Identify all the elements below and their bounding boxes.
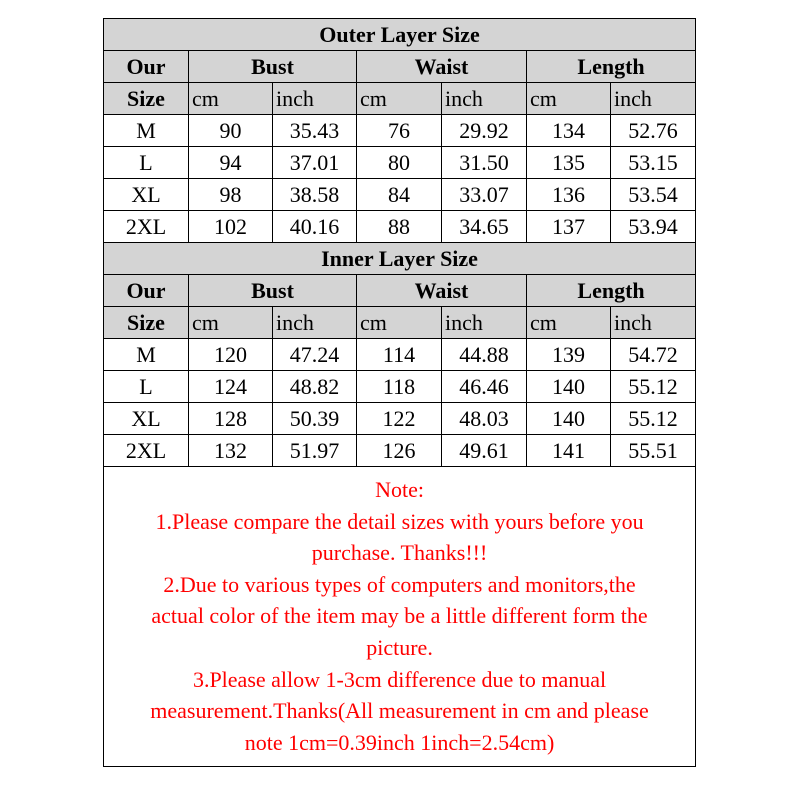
table-cell: 54.72 <box>611 339 696 371</box>
table-row <box>104 371 696 403</box>
unit-label: cm <box>357 307 442 339</box>
note-line: picture. <box>366 634 433 660</box>
note-line: note 1cm=0.39inch 1inch=2.54cm) <box>244 729 555 755</box>
table-cell: 80 <box>357 147 442 179</box>
table-cell: 140 <box>527 403 611 435</box>
table-cell: 137 <box>527 211 611 243</box>
table-cell: 76 <box>357 115 442 147</box>
size-cell: 2XL <box>104 211 189 243</box>
table-cell: 53.54 <box>611 179 696 211</box>
unit-label: inch <box>611 83 696 115</box>
table-cell: 135 <box>527 147 611 179</box>
size-column-header: Our <box>104 275 189 307</box>
size-cell: L <box>104 147 189 179</box>
table-cell: 53.94 <box>611 211 696 243</box>
size-cell: XL <box>104 179 189 211</box>
table-cell: 51.97 <box>273 435 357 467</box>
table-row <box>104 435 696 467</box>
outer-header-row <box>104 51 696 83</box>
table-row <box>104 115 696 147</box>
note-line: measurement.Thanks(All measurement in cm and please <box>150 698 649 724</box>
table-cell: 38.58 <box>273 179 357 211</box>
unit-label: cm <box>189 83 273 115</box>
table-cell: 140 <box>527 371 611 403</box>
table-cell: 55.51 <box>611 435 696 467</box>
note-line: actual color of the item may be a little different form the <box>151 603 648 629</box>
size-table <box>103 18 696 767</box>
length-header: Length <box>527 275 696 307</box>
unit-label: cm <box>189 307 273 339</box>
table-cell: 94 <box>189 147 273 179</box>
size-cell: XL <box>104 403 189 435</box>
outer-layer-title: Outer Layer Size <box>104 19 696 51</box>
table-cell: 29.92 <box>442 115 527 147</box>
table-cell: 128 <box>189 403 273 435</box>
outer-title-row <box>104 19 696 51</box>
table-cell: 134 <box>527 115 611 147</box>
table-cell: 88 <box>357 211 442 243</box>
table-cell: 49.61 <box>442 435 527 467</box>
notes-box <box>104 467 696 767</box>
unit-label: cm <box>527 83 611 115</box>
table-cell: 120 <box>189 339 273 371</box>
table-cell: 122 <box>357 403 442 435</box>
table-row <box>104 179 696 211</box>
table-cell: 55.12 <box>611 371 696 403</box>
bust-header: Bust <box>189 51 357 83</box>
length-header: Length <box>527 51 696 83</box>
note-line: 3.Please allow 1-3cm difference due to manual <box>192 666 607 692</box>
table-cell: 34.65 <box>442 211 527 243</box>
unit-label: cm <box>357 83 442 115</box>
note-line: 2.Due to various types of computers and monitors,the <box>163 571 636 597</box>
outer-unit-row <box>104 83 696 115</box>
table-cell: 52.76 <box>611 115 696 147</box>
unit-label: inch <box>442 83 527 115</box>
size-cell: M <box>104 115 189 147</box>
unit-label: inch <box>273 83 357 115</box>
unit-label: inch <box>442 307 527 339</box>
table-row <box>104 339 696 371</box>
table-cell: 141 <box>527 435 611 467</box>
table-cell: 139 <box>527 339 611 371</box>
table-cell: 33.07 <box>442 179 527 211</box>
table-cell: 35.43 <box>273 115 357 147</box>
table-cell: 48.82 <box>273 371 357 403</box>
unit-label: cm <box>527 307 611 339</box>
waist-header: Waist <box>357 51 527 83</box>
note-line: purchase. Thanks!!! <box>311 540 488 566</box>
note-heading: Note: <box>375 477 424 502</box>
size-cell: M <box>104 339 189 371</box>
table-cell: 114 <box>357 339 442 371</box>
inner-header-row <box>104 275 696 307</box>
table-cell: 124 <box>189 371 273 403</box>
table-row <box>104 147 696 179</box>
table-cell: 102 <box>189 211 273 243</box>
size-column-header: Size <box>104 83 189 115</box>
bust-header: Bust <box>189 275 357 307</box>
inner-layer-title: Inner Layer Size <box>104 243 696 275</box>
size-chart <box>103 18 695 767</box>
table-row <box>104 211 696 243</box>
size-cell: L <box>104 371 189 403</box>
unit-label: inch <box>273 307 357 339</box>
size-column-header: Our <box>104 51 189 83</box>
inner-title-row <box>104 243 696 275</box>
size-column-header: Size <box>104 307 189 339</box>
waist-header: Waist <box>357 275 527 307</box>
table-cell: 47.24 <box>273 339 357 371</box>
table-cell: 40.16 <box>273 211 357 243</box>
table-cell: 118 <box>357 371 442 403</box>
table-cell: 132 <box>189 435 273 467</box>
table-cell: 84 <box>357 179 442 211</box>
table-cell: 55.12 <box>611 403 696 435</box>
table-cell: 90 <box>189 115 273 147</box>
table-cell: 136 <box>527 179 611 211</box>
notes-row <box>104 467 696 767</box>
table-cell: 126 <box>357 435 442 467</box>
table-cell: 46.46 <box>442 371 527 403</box>
table-cell: 98 <box>189 179 273 211</box>
unit-label: inch <box>611 307 696 339</box>
inner-unit-row <box>104 307 696 339</box>
table-cell: 50.39 <box>273 403 357 435</box>
table-cell: 31.50 <box>442 147 527 179</box>
table-cell: 44.88 <box>442 339 527 371</box>
table-cell: 37.01 <box>273 147 357 179</box>
size-cell: 2XL <box>104 435 189 467</box>
table-cell: 53.15 <box>611 147 696 179</box>
note-line: 1.Please compare the detail sizes with yours before you <box>155 508 644 534</box>
table-row <box>104 403 696 435</box>
table-cell: 48.03 <box>442 403 527 435</box>
